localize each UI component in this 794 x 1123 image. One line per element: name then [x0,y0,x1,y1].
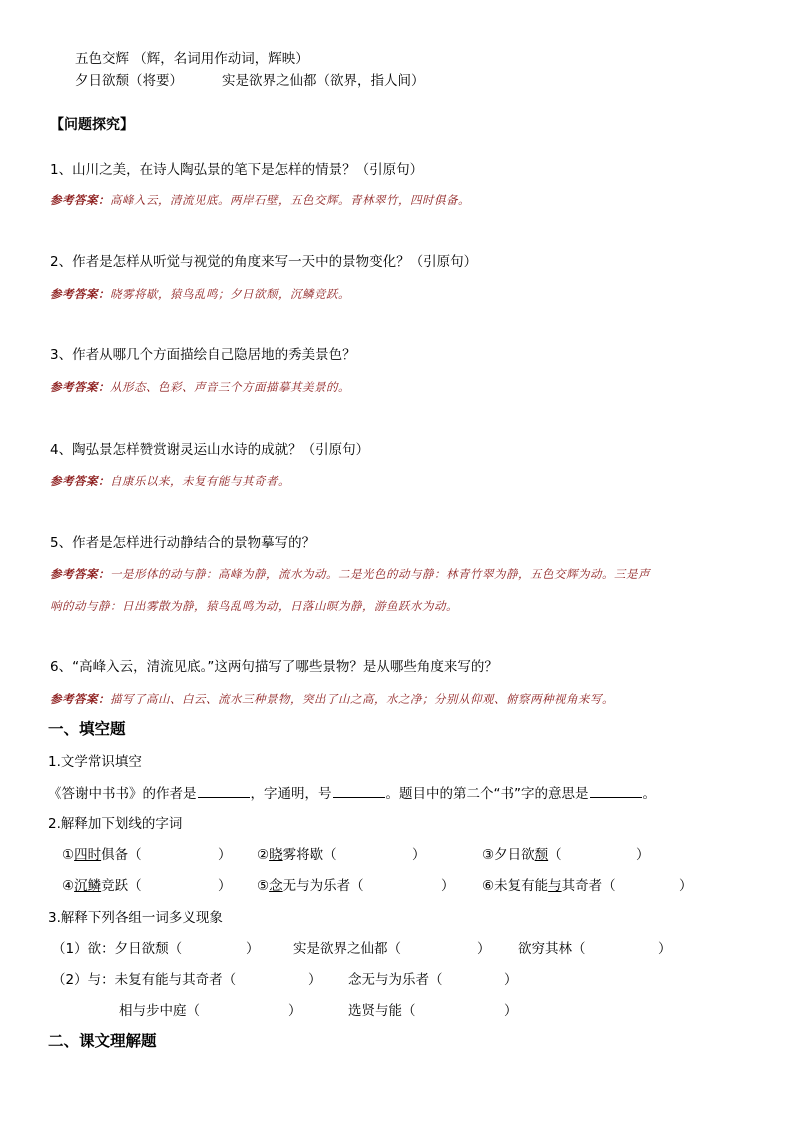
polysemy-1c-close: ） [658,941,672,957]
polysemy-1b-close: ） [477,941,491,957]
fill-text-a: 《答谢中书书》的作者是 [48,786,197,802]
answer-6 [50,690,614,708]
polysemy-group-1: （1）欲：夕日欲颓（ [52,941,183,957]
answer-5 [50,565,650,583]
question-5: 5、作者是怎样进行动静结合的景物摹写的？ [50,535,316,551]
word-item-3: ③夕日欲颓（ [482,847,562,863]
question-4: 4、陶弘景怎样赞赏谢灵运山水诗的成就？（引原句） [50,442,370,458]
answer-label: 参考答案： [50,380,110,394]
polysemy-1a-close: ） [246,941,260,957]
polysemy-1b: 实是欲界之仙都（ [293,941,401,957]
answer-text: 从形态、色彩、声音三个方面描摹其美景的。 [110,380,350,394]
question-6: 6、“高峰入云，清流见底。”这两句描写了哪些景物？是从哪些角度来写的？ [50,659,498,675]
word-item-2: ②晓雾将歇（ [257,847,337,863]
answer-label: 参考答案： [50,474,110,488]
blank-shu-meaning[interactable] [590,784,642,798]
polysemy-2c-close: ） [288,1003,302,1019]
answer-text: 描写了高山、白云、流水三种景物，突出了山之高，水之净；分别从仰观、俯察两种视角来写。 [110,692,614,706]
answer-text: 晓雾将歇，猿鸟乱鸣；夕日欲颓，沉鳞竞跃。 [110,287,350,301]
question-1: 1、山川之美，在诗人陶弘景的笔下是怎样的情景？（引原句） [50,162,424,178]
answer-text: 自康乐以来，未复有能与其奇者。 [110,474,290,488]
word-item-3-close: ） [636,847,650,863]
word-item-1: ①四时俱备（ [62,847,142,863]
note-line-2b: 实是欲界之仙都（欲界，指人间） [222,73,425,89]
polysemy-2d: 选贤与能（ [348,1003,416,1019]
fill-item-1-title: 1.文学常识填空 [48,754,142,770]
fill-item-1 [48,784,656,803]
answer-text: 高峰入云，清流见底。两岸石壁，五色交辉。青林翠竹，四时俱备。 [110,193,470,207]
word-item-4-close: ） [218,878,232,894]
answer-4 [50,472,290,490]
polysemy-2b-close: ） [504,972,518,988]
section-fill-heading: 一、填空题 [48,720,126,738]
polysemy-1c: 欲穷其林（ [518,941,586,957]
word-item-6: ⑥未复有能与其奇者（ [482,878,616,894]
section-comprehension-heading: 二、课文理解题 [48,1032,157,1050]
note-line-1: 五色交辉 （辉，名词用作动词，辉映） [75,51,309,67]
polysemy-2d-close: ） [504,1003,518,1019]
answer-1 [50,191,470,209]
fill-text-d: 。 [642,786,656,802]
answer-label: 参考答案： [50,193,110,207]
fill-item-2-title: 2.解释加下划线的字词 [48,816,183,832]
word-item-4: ④沉鳞竞跃（ [62,878,142,894]
answer-3 [50,378,350,396]
inquiry-heading: 【问题探究】 [50,117,134,133]
answer-5-cont: 响的动与静：日出雾散为静，猿鸟乱鸣为动，日落山暝为静，游鱼跃水为动。 [50,599,458,613]
answer-label: 参考答案： [50,567,110,581]
word-item-5-close: ） [441,878,455,894]
answer-label: 参考答案： [50,692,110,706]
answer-label: 参考答案： [50,287,110,301]
polysemy-group-2: （2）与：未复有能与其奇者（ [52,972,237,988]
polysemy-2b: 念无与为乐者（ [348,972,443,988]
fill-text-c: 。题目中的第二个“书”字的意思是 [385,786,589,802]
note-line-2a: 夕日欲颓（将要） [75,73,183,89]
polysemy-2c: 相与步中庭（ [119,1003,200,1019]
polysemy-2a-close: ） [308,972,322,988]
answer-2 [50,285,350,303]
fill-item-3-title: 3.解释下列各组一词多义现象 [48,910,223,926]
word-item-6-close: ） [679,878,693,894]
word-item-2-close: ） [412,847,426,863]
word-item-1-close: ） [218,847,232,863]
word-item-5: ⑤念无与为乐者（ [257,878,364,894]
answer-text: 一是形体的动与静：高峰为静，流水为动。二是光色的动与静：林青竹翠为静，五色交辉为动。三是声 [110,567,650,581]
blank-author[interactable] [198,784,250,798]
question-2: 2、作者是怎样从听觉与视觉的角度来写一天中的景物变化？（引原句） [50,254,478,270]
fill-text-b: ，字通明，号 [250,786,332,802]
question-3: 3、作者从哪几个方面描绘自己隐居地的秀美景色？ [50,347,356,363]
blank-hao[interactable] [333,784,385,798]
